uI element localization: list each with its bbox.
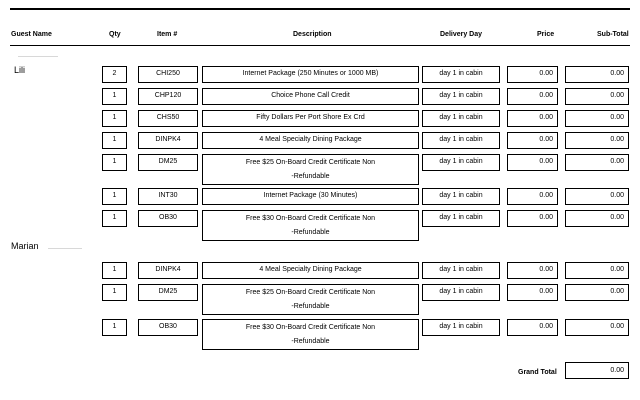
delivery-day-field[interactable]: day 1 in cabin <box>422 154 500 171</box>
top-rule <box>10 8 630 10</box>
item-number-field[interactable]: CHS50 <box>138 110 198 127</box>
description-text-continued: -Refundable <box>291 229 330 236</box>
price-field[interactable]: 0.00 <box>507 132 558 149</box>
subtotal-field[interactable]: 0.00 <box>565 188 629 205</box>
description-field[interactable] <box>202 319 419 350</box>
item-number-field[interactable]: DINPK4 <box>138 132 198 149</box>
description-text: Internet Package (30 Minutes) <box>263 192 358 199</box>
description-field[interactable] <box>202 284 419 315</box>
description-text: 4 Meal Specialty Dining Package <box>259 266 362 273</box>
grand-total-label: Grand Total <box>518 369 557 376</box>
delivery-day-field[interactable]: day 1 in cabin <box>422 319 500 336</box>
delivery-day-field[interactable]: day 1 in cabin <box>422 110 500 127</box>
qty-field[interactable]: 2 <box>102 66 127 83</box>
guest-name-underline <box>48 248 82 249</box>
item-number-field[interactable]: CHI250 <box>138 66 198 83</box>
delivery-day-field[interactable]: day 1 in cabin <box>422 66 500 83</box>
header-item-number: Item # <box>157 31 178 38</box>
delivery-day-field[interactable]: day 1 in cabin <box>422 88 500 105</box>
item-number-field[interactable]: OB30 <box>138 319 198 336</box>
description-field[interactable] <box>202 132 419 149</box>
description-text: 4 Meal Specialty Dining Package <box>259 136 362 143</box>
description-text: Internet Package (250 Minutes or 1000 MB) <box>242 70 379 77</box>
item-number-field[interactable]: INT30 <box>138 188 198 205</box>
description-text: Choice Phone Call Credit <box>271 92 350 99</box>
description-field[interactable] <box>202 210 419 241</box>
header-subtotal: Sub-Total <box>597 31 629 38</box>
qty-field[interactable]: 1 <box>102 319 127 336</box>
price-field[interactable]: 0.00 <box>507 319 558 336</box>
description-text: Free $25 On-Board Credit Certificate Non <box>245 289 376 296</box>
description-text: Free $25 On-Board Credit Certificate Non <box>245 159 376 166</box>
subtotal-field[interactable]: 0.00 <box>565 66 629 83</box>
header-guest-name: Guest Name <box>11 31 52 38</box>
subtotal-field[interactable]: 0.00 <box>565 154 629 171</box>
description-field[interactable] <box>202 88 419 105</box>
description-text-continued: -Refundable <box>291 173 330 180</box>
price-field[interactable]: 0.00 <box>507 210 558 227</box>
description-text-continued: -Refundable <box>291 338 330 345</box>
qty-field[interactable]: 1 <box>102 210 127 227</box>
guest-name: Lili <box>14 65 26 75</box>
guest-name-underline <box>18 56 58 57</box>
price-field[interactable]: 0.00 <box>507 284 558 301</box>
header-delivery-day: Delivery Day <box>440 31 483 38</box>
item-number-field[interactable]: OB30 <box>138 210 198 227</box>
description-text-continued: -Refundable <box>291 303 330 310</box>
subtotal-field[interactable]: 0.00 <box>565 319 629 336</box>
subtotal-field[interactable]: 0.00 <box>565 88 629 105</box>
price-field[interactable]: 0.00 <box>507 188 558 205</box>
qty-field[interactable]: 1 <box>102 88 127 105</box>
qty-field[interactable]: 1 <box>102 132 127 149</box>
description-text: Fifty Dollars Per Port Shore Ex Crd <box>256 114 365 121</box>
price-field[interactable]: 0.00 <box>507 262 558 279</box>
header-price: Price <box>537 31 555 38</box>
header-rule <box>10 45 630 46</box>
qty-field[interactable]: 1 <box>102 188 127 205</box>
item-number-field[interactable]: DM25 <box>138 154 198 171</box>
description-field[interactable] <box>202 262 419 279</box>
description-field[interactable] <box>202 154 419 185</box>
delivery-day-field[interactable]: day 1 in cabin <box>422 262 500 279</box>
subtotal-field[interactable]: 0.00 <box>565 284 629 301</box>
delivery-day-field[interactable]: day 1 in cabin <box>422 210 500 227</box>
price-field[interactable]: 0.00 <box>507 110 558 127</box>
description-text: Free $30 On-Board Credit Certificate Non <box>245 215 376 222</box>
subtotal-field[interactable]: 0.00 <box>565 210 629 227</box>
qty-field[interactable]: 1 <box>102 154 127 171</box>
qty-field[interactable]: 1 <box>102 110 127 127</box>
price-field[interactable]: 0.00 <box>507 66 558 83</box>
header-description: Description <box>293 31 332 38</box>
delivery-day-field[interactable]: day 1 in cabin <box>422 132 500 149</box>
header-qty: Qty <box>109 31 121 38</box>
delivery-day-field[interactable]: day 1 in cabin <box>422 284 500 301</box>
price-field[interactable]: 0.00 <box>507 88 558 105</box>
item-number-field[interactable]: DM25 <box>138 284 198 301</box>
description-field[interactable] <box>202 188 419 205</box>
description-field[interactable] <box>202 66 419 83</box>
qty-field[interactable]: 1 <box>102 284 127 301</box>
delivery-day-field[interactable]: day 1 in cabin <box>422 188 500 205</box>
price-field[interactable]: 0.00 <box>507 154 558 171</box>
description-field[interactable] <box>202 110 419 127</box>
item-number-field[interactable]: CHP120 <box>138 88 198 105</box>
guest-name: Marian <box>11 241 39 251</box>
qty-field[interactable]: 1 <box>102 262 127 279</box>
subtotal-field[interactable]: 0.00 <box>565 110 629 127</box>
item-number-field[interactable]: DINPK4 <box>138 262 198 279</box>
grand-total-field[interactable]: 0.00 <box>565 362 629 379</box>
subtotal-field[interactable]: 0.00 <box>565 132 629 149</box>
description-text: Free $30 On-Board Credit Certificate Non <box>245 324 376 331</box>
subtotal-field[interactable]: 0.00 <box>565 262 629 279</box>
